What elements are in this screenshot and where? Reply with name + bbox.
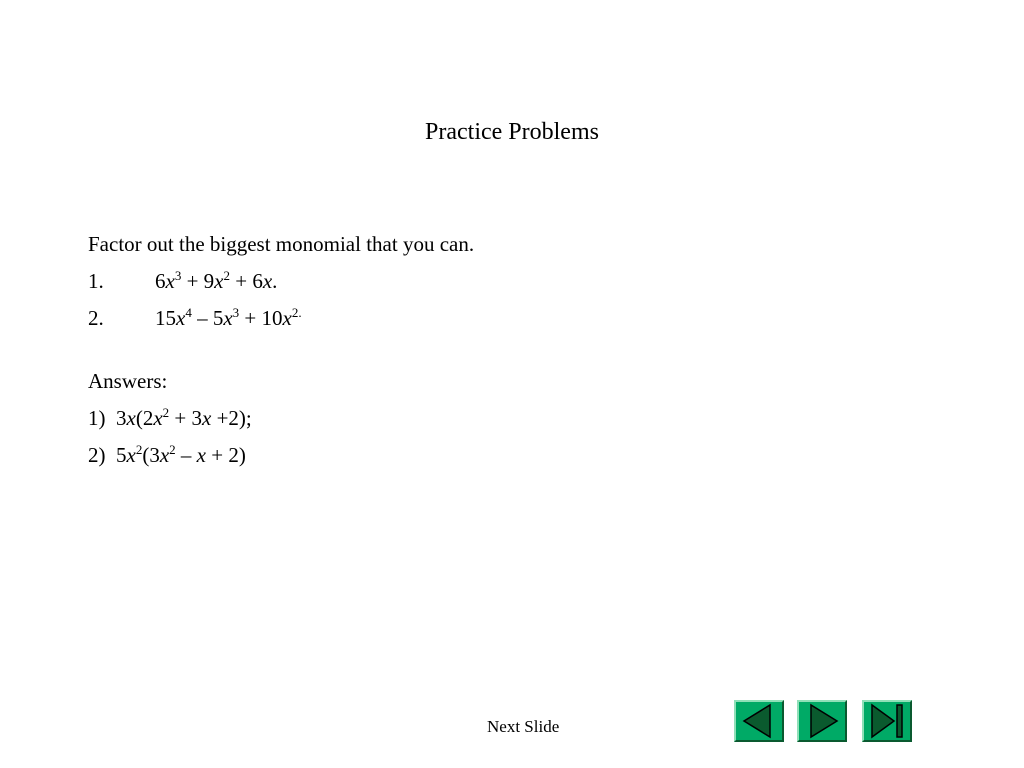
end-icon: [864, 702, 910, 740]
math-text: + 6: [230, 269, 263, 293]
math-exponent: 2: [162, 405, 170, 420]
math-variable: x: [126, 406, 136, 430]
math-text: 5: [116, 443, 127, 467]
math-text: 15: [155, 306, 176, 330]
next-icon: [799, 702, 845, 740]
math-text: + 10: [239, 306, 283, 330]
math-text: –: [175, 443, 197, 467]
math-exponent: 2: [169, 442, 176, 457]
math-text: + 2): [205, 443, 246, 467]
math-variable: x: [282, 306, 292, 330]
math-exponent: 2: [135, 442, 143, 457]
math-exponent: 3: [232, 305, 240, 320]
answer-expression: [116, 406, 252, 430]
slide-title: Practice Problems: [425, 119, 599, 145]
math-text: (2: [135, 406, 154, 430]
math-variable: x: [202, 406, 212, 430]
math-variable: x: [153, 406, 163, 430]
answer-number: 1): [88, 406, 106, 430]
previous-icon: [736, 702, 782, 740]
math-exponent: 2.: [291, 305, 302, 320]
math-text: 6: [155, 269, 166, 293]
math-variable: x: [196, 443, 206, 467]
math-variable: x: [159, 443, 170, 467]
next-slide-button[interactable]: [797, 700, 847, 742]
math-text: 3: [116, 406, 127, 430]
math-exponent: 2: [223, 268, 230, 283]
problem-item: [88, 302, 474, 339]
next-slide-link[interactable]: Next Slide: [487, 717, 560, 736]
math-variable: x: [165, 269, 175, 293]
math-variable: x: [223, 306, 233, 330]
math-exponent: 4: [185, 305, 192, 320]
math-text: + 3: [169, 406, 202, 430]
math-variable: x: [262, 269, 273, 293]
math-variable: x: [176, 306, 186, 330]
problem-number: 1.: [88, 269, 104, 293]
math-text: +2);: [211, 406, 252, 430]
slide-body: [88, 228, 474, 476]
answer-item: [88, 439, 474, 476]
math-variable: x: [214, 269, 224, 293]
problem-number: 2.: [88, 306, 104, 330]
answer-item: [88, 402, 474, 439]
answers-heading: Answers:: [88, 369, 168, 393]
last-slide-button[interactable]: [862, 700, 912, 742]
math-text: + 9: [181, 269, 215, 293]
math-text: (3: [142, 443, 160, 467]
problems-intro: Factor out the biggest monomial that you can.: [88, 232, 475, 256]
math-text: .: [272, 269, 278, 293]
problem-item: [88, 265, 474, 302]
answer-number: 2): [88, 443, 106, 467]
spacer: [88, 339, 474, 365]
math-exponent: 3: [174, 268, 182, 283]
problem-expression: [155, 306, 302, 330]
math-variable: x: [126, 443, 136, 467]
math-text: – 5: [191, 306, 224, 330]
previous-slide-button[interactable]: [734, 700, 784, 742]
problem-expression: [155, 269, 277, 293]
answer-expression: [116, 443, 246, 467]
